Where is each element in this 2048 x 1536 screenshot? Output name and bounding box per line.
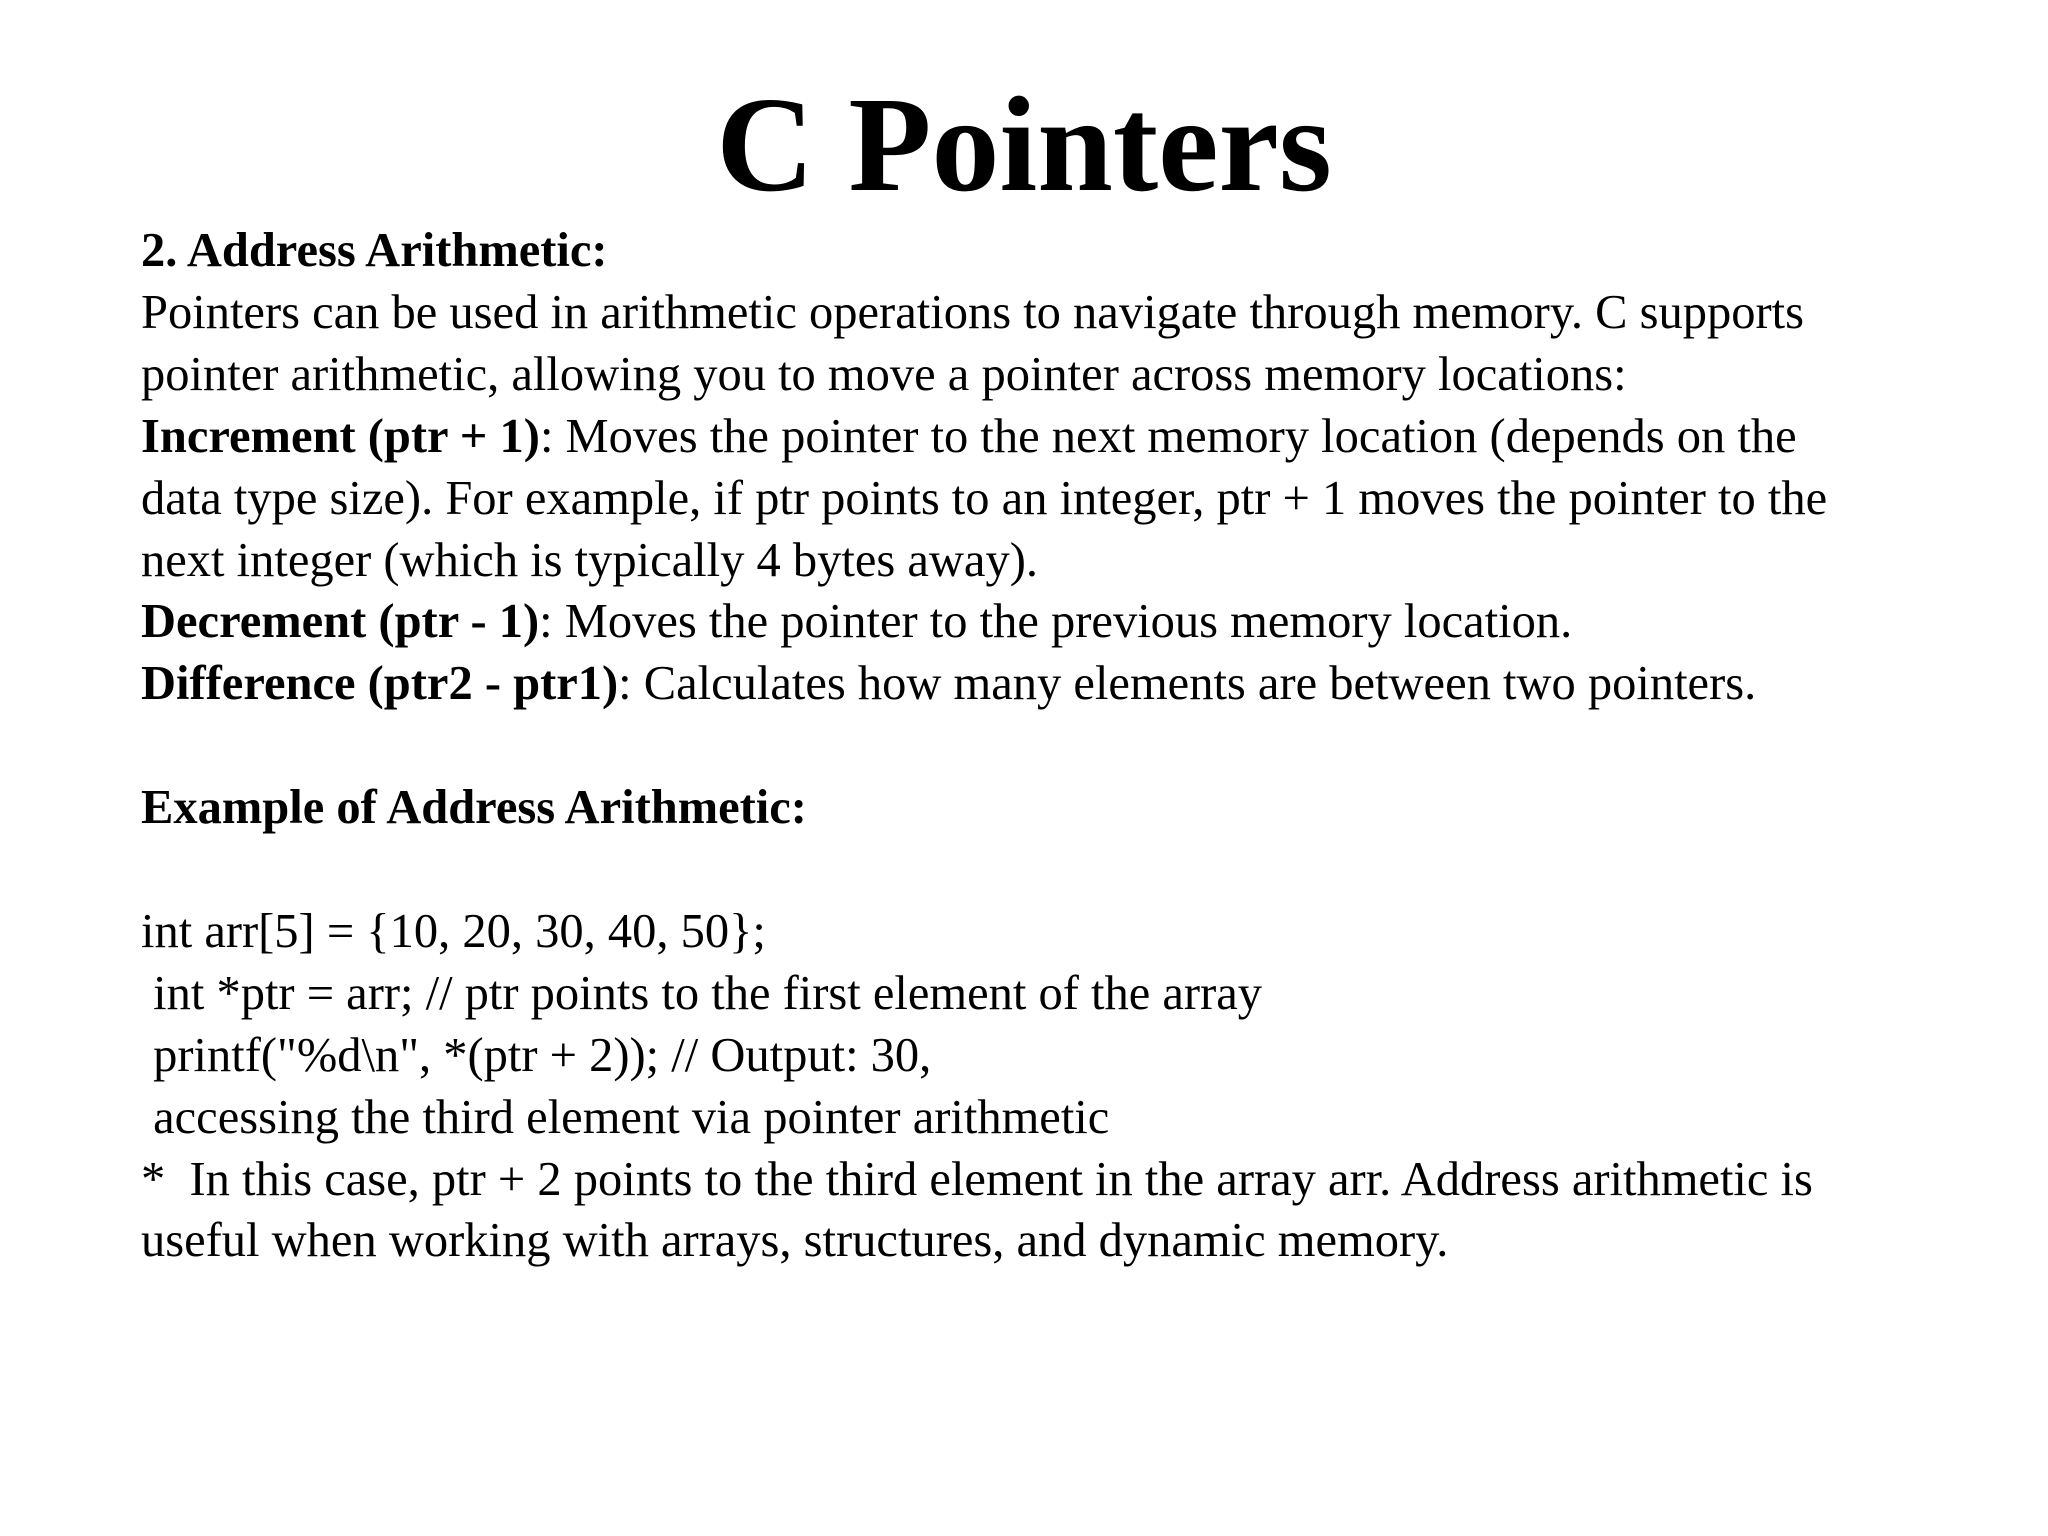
- increment-line-2: data type size). For example, if ptr points to an integer, ptr + 1 moves the pointer to the: [141, 471, 1828, 525]
- note-line-1: * In this case, ptr + 2 points to the third element in the array arr. Address arithmetic is: [141, 1152, 1813, 1206]
- difference-description: : Calculates how many elements are between two pointers.: [618, 657, 1757, 711]
- decrement-description: : Moves the pointer to the previous memory location.: [539, 595, 1573, 649]
- code-line-1: int arr[5] = {10, 20, 30, 40, 50};: [141, 904, 766, 958]
- code-line-4: accessing the third element via pointer arithmetic: [141, 1090, 1110, 1144]
- note-line-2: useful when working with arrays, structures, and dynamic memory.: [141, 1214, 1449, 1268]
- example-heading: Example of Address Arithmetic:: [141, 781, 807, 835]
- decrement-term: Decrement (ptr - 1): [141, 595, 540, 649]
- decrement-item: [141, 591, 2011, 653]
- intro-line-2: pointer arithmetic, allowing you to move a pointer across memory locations:: [141, 347, 1627, 401]
- code-line-3: printf("%d\n", *(ptr + 2)); // Output: 30,: [141, 1028, 932, 1082]
- difference-term: Difference (ptr2 - ptr1): [141, 657, 619, 711]
- blank-line: [141, 715, 2011, 777]
- slide-body: [141, 220, 2011, 1272]
- increment-item: [141, 406, 2011, 468]
- increment-line-3: next integer (which is typically 4 bytes away).: [141, 533, 1038, 587]
- blank-line: [141, 839, 2011, 901]
- increment-term: Increment (ptr + 1): [141, 409, 540, 463]
- increment-description: : Moves the pointer to the next memory location (depends on the: [539, 409, 1797, 463]
- code-line-2: int *ptr = arr; // ptr points to the first element of the array: [141, 966, 1262, 1020]
- intro-line-1: Pointers can be used in arithmetic operations to navigate through memory. C supports: [141, 285, 1805, 339]
- difference-item: [141, 653, 2011, 715]
- section-heading: 2. Address Arithmetic:: [141, 224, 608, 277]
- slide-title: C Pointers: [716, 70, 1332, 220]
